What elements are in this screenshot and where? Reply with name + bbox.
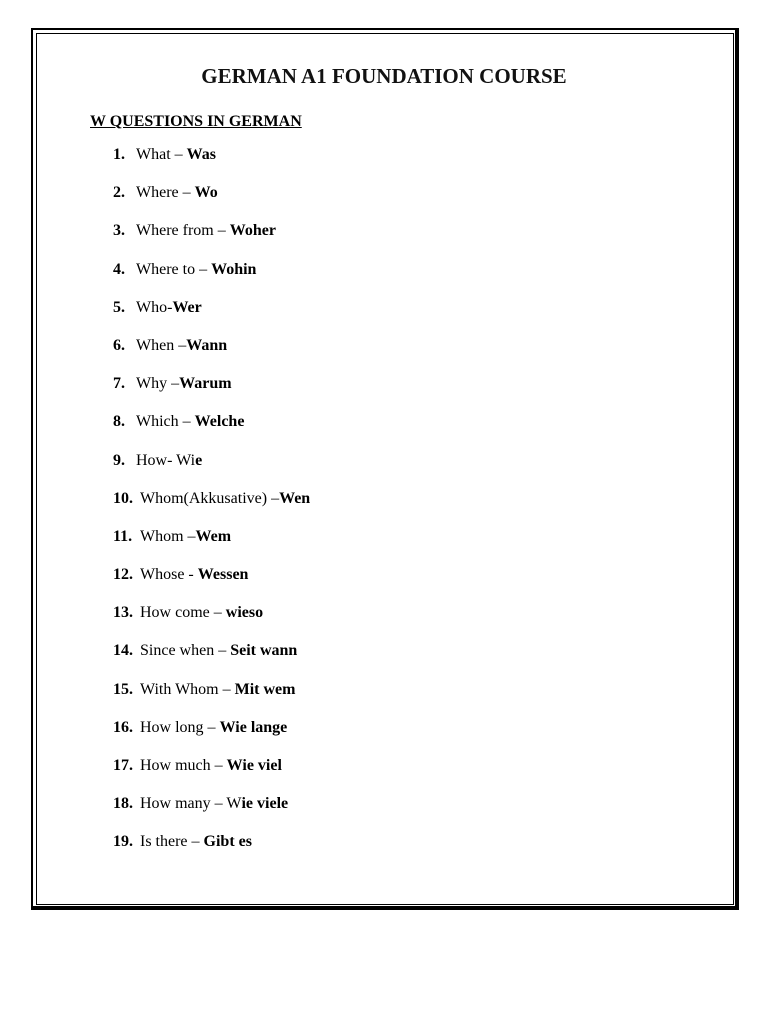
question-english: Whom – (140, 527, 196, 545)
question-number: 16. (113, 718, 133, 736)
section-heading: W QUESTIONS IN GERMAN (90, 113, 302, 130)
question-german: Warum (179, 375, 232, 393)
question-item (113, 526, 310, 564)
question-german: Was (186, 146, 216, 163)
question-german: Wo (194, 184, 218, 202)
question-number: 8. (113, 413, 125, 431)
question-english: Where – (136, 184, 195, 202)
question-item (113, 182, 310, 220)
question-english: Whom(Akkusative) – (140, 489, 280, 507)
question-german: Wem (195, 527, 232, 545)
question-number: 12. (113, 566, 133, 584)
question-number: 17. (113, 757, 133, 774)
question-number: 19. (113, 833, 133, 851)
question-item (113, 717, 310, 755)
question-number: 5. (113, 298, 125, 316)
question-german: Seit wann (230, 642, 298, 660)
question-item (113, 793, 310, 831)
question-number: 4. (113, 260, 125, 278)
question-german: Welche (194, 413, 245, 431)
question-german: Wie viel (226, 757, 282, 774)
question-english: How much – (140, 757, 227, 774)
question-german: Gibt es (203, 833, 252, 851)
question-english: Is there – (140, 833, 204, 851)
question-german: Wann (186, 336, 228, 354)
document-title: GERMAN A1 FOUNDATION COURSE (201, 64, 567, 88)
question-number: 14. (113, 642, 133, 660)
question-item (113, 450, 310, 488)
question-number: 10. (113, 489, 133, 507)
question-item (113, 411, 310, 449)
question-english: What – (136, 146, 187, 163)
question-number: 2. (113, 184, 125, 202)
question-german: Wessen (197, 566, 249, 584)
question-german: Wer (172, 298, 202, 316)
question-english: Whose - (140, 566, 198, 584)
question-item (113, 220, 310, 258)
question-number: 1. (113, 146, 125, 163)
question-number: 13. (113, 604, 133, 622)
question-english: How many – W (140, 795, 242, 813)
question-item (113, 488, 310, 526)
question-german: Wie lange (219, 718, 288, 736)
question-item (113, 755, 310, 793)
question-german: Mit wem (234, 680, 296, 698)
question-german: Wen (279, 489, 311, 507)
question-english: How long – (140, 718, 220, 736)
question-german: wieso (225, 604, 264, 622)
question-german: e (195, 451, 203, 469)
question-english: Since when – (140, 642, 231, 660)
question-english: With Whom – (140, 680, 235, 698)
question-german: ie viele (241, 795, 289, 813)
question-item (113, 640, 310, 678)
question-number: 9. (113, 451, 125, 469)
question-item (113, 335, 310, 373)
question-item (113, 373, 310, 411)
question-number: 18. (113, 795, 133, 813)
question-english: Where to – (136, 260, 212, 278)
question-item (113, 602, 310, 640)
question-english: When – (136, 336, 187, 354)
question-item (113, 831, 310, 869)
question-item (113, 679, 310, 717)
question-german: Woher (229, 222, 276, 240)
question-english: Where from – (136, 222, 230, 240)
question-item (113, 297, 310, 335)
question-number: 11. (113, 527, 133, 545)
question-english: Which – (136, 413, 195, 431)
question-item (113, 564, 310, 602)
question-english: How- Wi (136, 451, 196, 469)
question-number: 3. (113, 222, 125, 240)
question-item (113, 259, 310, 297)
question-list (113, 144, 310, 870)
question-english: How come – (140, 604, 226, 622)
question-english: Why – (136, 375, 180, 393)
question-english: Who- (136, 298, 173, 316)
question-number: 7. (113, 375, 125, 393)
question-number: 6. (113, 336, 125, 354)
question-number: 15. (113, 680, 133, 698)
question-item (113, 144, 310, 182)
question-german: Wohin (211, 260, 257, 278)
